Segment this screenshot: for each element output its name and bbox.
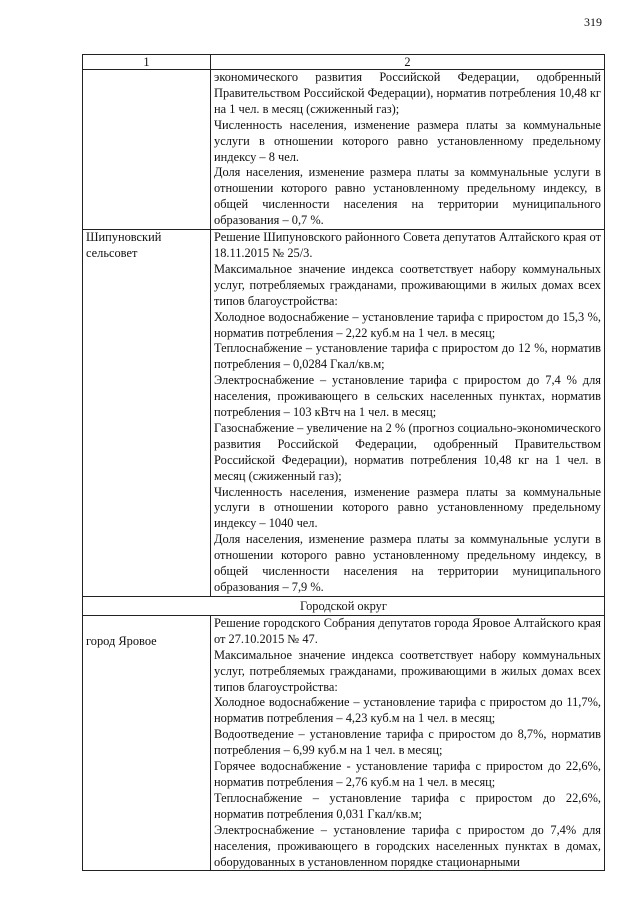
municipality-name: город Яровое <box>83 615 211 871</box>
table-row <box>83 70 605 230</box>
paragraph: Электроснабжение – установление тарифа с приростом до 7,4% для населения, проживающего в городских населенных пунктах в домах, оборудованных в установленном порядке стационарными <box>214 822 601 869</box>
paragraph: Решение городского Собрания депутатов города Яровое Алтайского края от 27.10.2015 № 47. <box>214 615 601 646</box>
description-cell <box>211 615 605 871</box>
paragraph: Численность населения, изменение размера платы за коммунальные услуги в отношении которого равно установленному предельному индексу – 8 чел. <box>214 117 601 164</box>
paragraph: Электроснабжение – установление тарифа с приростом до 7,4 % для населения, проживающего в сельских населенных пунктах, норматив потребления – 103 кВтч на 1 чел. в месяц; <box>214 373 601 420</box>
paragraph: Горячее водоснабжение - установление тарифа с приростом до 22,6%, норматив потребления – 2,76 куб.м на 1 чел. в месяц; <box>214 759 601 789</box>
paragraph: Доля населения, изменение размера платы за коммунальные услуги в отношении которого равно установленному предельному индексу, в общей численности населения на территории муниципального образования – 7,9 %. <box>214 532 601 594</box>
column-header: 1 <box>83 55 211 70</box>
municipality-name: Шипуновский сельсовет <box>83 230 211 597</box>
section-row <box>83 596 605 615</box>
paragraph: Решение Шипуновского районного Совета депутатов Алтайского края от 18.11.2015 № 25/3. <box>214 230 601 260</box>
description-cell <box>211 230 605 597</box>
paragraph: Численность населения, изменение размера платы за коммунальные услуги в отношении которого равно установленному предельному индексу – 1040 чел. <box>214 484 601 531</box>
paragraph: Теплоснабжение – установление тарифа с приростом до 22,6%, норматив потребления 0,031 Гкал/кв.м; <box>214 790 601 821</box>
paragraph: Газоснабжение – увеличение на 2 % (прогноз социально-экономического развития Российской Федерации, одобренный Правительством Российской Федерации), норматив потребления 10,48 кг на 1 чел. в месяц (сжиженный газ); <box>214 420 601 483</box>
paragraph: Холодное водоснабжение – установление тарифа с приростом до 11,7%, норматив потребления – 4,23 куб.м на 1 чел. в месяц; <box>214 695 601 726</box>
paragraph: экономического развития Российской Федерации, одобренный Правительством Российской Федерации), норматив потребления 10,48 кг на 1 чел. в месяц (сжиженный газ); <box>214 70 601 116</box>
paragraph: Максимальное значение индекса соответствует набору коммунальных услуг, потребляемых гражданами, проживающими в жилых домах всех типов благоустройства: <box>214 647 601 694</box>
data-table <box>82 54 605 871</box>
table-header-row <box>83 55 605 70</box>
table-row <box>83 615 605 871</box>
paragraph: Доля населения, изменение размера платы за коммунальные услуги в отношении которого равно установленному предельному индексу, в общей численности населения на территории муниципального образования – 0,7 %. <box>214 165 601 228</box>
description-cell <box>211 70 605 230</box>
column-header: 2 <box>211 55 605 70</box>
page-number: 319 <box>584 15 602 29</box>
municipality-name <box>83 70 211 230</box>
table-row <box>83 230 605 597</box>
section-title: Городской округ <box>83 596 605 615</box>
paragraph: Максимальное значение индекса соответствует набору коммунальных услуг, потребляемых гражданами, проживающими в жилых домах всех типов благоустройства: <box>214 261 601 308</box>
paragraph: Водоотведение – установление тарифа с приростом до 8,7%, норматив потребления – 6,99 куб.м на 1 чел. в месяц; <box>214 727 601 758</box>
paragraph: Холодное водоснабжение – установление тарифа с приростом до 15,3 %, норматив потребления – 2,22 куб.м на 1 чел. в месяц; <box>214 309 601 340</box>
paragraph: Теплоснабжение – установление тарифа с приростом до 12 %, норматив потребления – 0,0284 Гкал/кв.м; <box>214 341 601 372</box>
